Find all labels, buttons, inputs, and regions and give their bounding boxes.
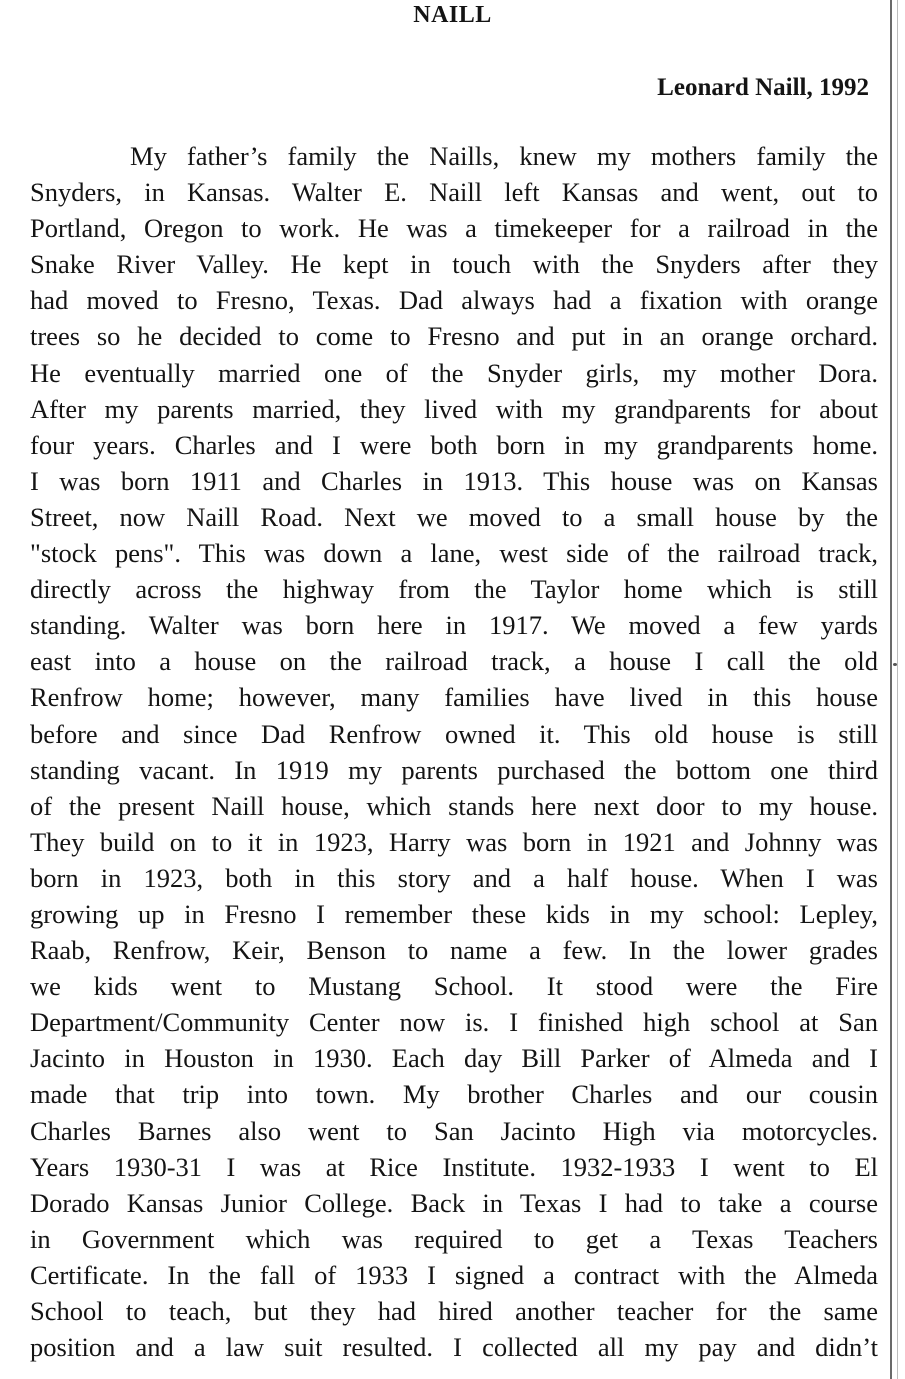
paragraph-line: Street, now Naill Road. Next we moved to a small house by the (30, 501, 878, 532)
body-paragraph (30, 138, 878, 1365)
paragraph-line: Jacinto in Houston in 1930. Each day Bill Parker of Almeda and I (30, 1043, 878, 1074)
paragraph-line: trees so he decided to come to Fresno and put in an orange orchard. (30, 321, 878, 352)
page-heading: NAILL (413, 2, 492, 28)
paragraph-line: east into a house on the railroad track, a house I call the old (30, 646, 878, 677)
paragraph-line: School to teach, but they had hired another teacher for the same (30, 1296, 878, 1326)
paragraph-line: Renfrow home; however, many families have lived in this house (30, 682, 878, 713)
paragraph-line: Department/Community Center now is. I finished high school at San (30, 1007, 878, 1038)
paragraph-line: Charles Barnes also went to San Jacinto High via motorcycles. (30, 1115, 878, 1146)
paragraph-line: born in 1923, both in this story and a half house. When I was (30, 862, 878, 893)
paragraph-line: before and since Dad Renfrow owned it. This old house is still (30, 718, 878, 749)
paragraph-line: directly across the highway from the Taylor home which is still (30, 574, 878, 605)
scan-edge-line (890, 0, 892, 1379)
paragraph-line: Dorado Kansas Junior College. Back in Texas I had to take a course (30, 1187, 878, 1218)
author-byline: Leonard Naill, 1992 (657, 74, 869, 101)
paragraph-line: standing. Walter was born here in 1917. We moved a few yards (30, 610, 878, 641)
paragraph-line: "stock pens". This was down a lane, west side of the railroad track, (30, 538, 878, 569)
paragraph-line: in Government which was required to get a Texas Teachers (30, 1223, 878, 1254)
paragraph-line: He eventually married one of the Snyder girls, my mother Dora. (30, 357, 878, 388)
paragraph-line: They build on to it in 1923, Harry was born in 1921 and Johnny was (30, 826, 878, 857)
paragraph-line: Raab, Renfrow, Keir, Benson to name a few. In the lower grades (30, 935, 878, 966)
scan-edge-line-secondary (897, 0, 898, 1379)
paragraph-line: Years 1930-31 I was at Rice Institute. 1932-1933 I went to El (30, 1151, 878, 1182)
paragraph-line: Snyders, in Kansas. Walter E. Naill left Kansas and went, out to (30, 177, 878, 208)
paragraph-line: Certificate. In the fall of 1933 I signed a contract with the Almeda (30, 1259, 878, 1290)
paragraph-line: of the present Naill house, which stands here next door to my house. (30, 790, 878, 821)
paragraph-line: had moved to Fresno, Texas. Dad always had a fixation with orange (30, 285, 878, 316)
paragraph-line: I was born 1911 and Charles in 1913. This house was on Kansas (30, 465, 878, 496)
scan-speck (893, 663, 897, 666)
paragraph-line: four years. Charles and I were both born in my grandparents home. (30, 429, 878, 460)
paragraph-line: we kids went to Mustang School. It stood were the Fire (30, 971, 878, 1002)
paragraph-line: growing up in Fresno I remember these kids in my school: Lepley, (30, 898, 878, 929)
paragraph-line: standing vacant. In 1919 my parents purchased the bottom one third (30, 754, 878, 785)
paragraph-line: Portland, Oregon to work. He was a timekeeper for a railroad in the (30, 213, 878, 244)
paragraph-line: Snake River Valley. He kept in touch with the Snyders after they (30, 249, 878, 280)
paragraph-line: made that trip into town. My brother Charles and our cousin (30, 1079, 878, 1110)
paragraph-line: position and a law suit resulted. I collected all my pay and didn’t (30, 1332, 878, 1363)
paragraph-line: After my parents married, they lived with my grandparents for about (30, 393, 878, 424)
paragraph-line: My father’s family the Naills, knew my mothers family the (130, 141, 878, 171)
